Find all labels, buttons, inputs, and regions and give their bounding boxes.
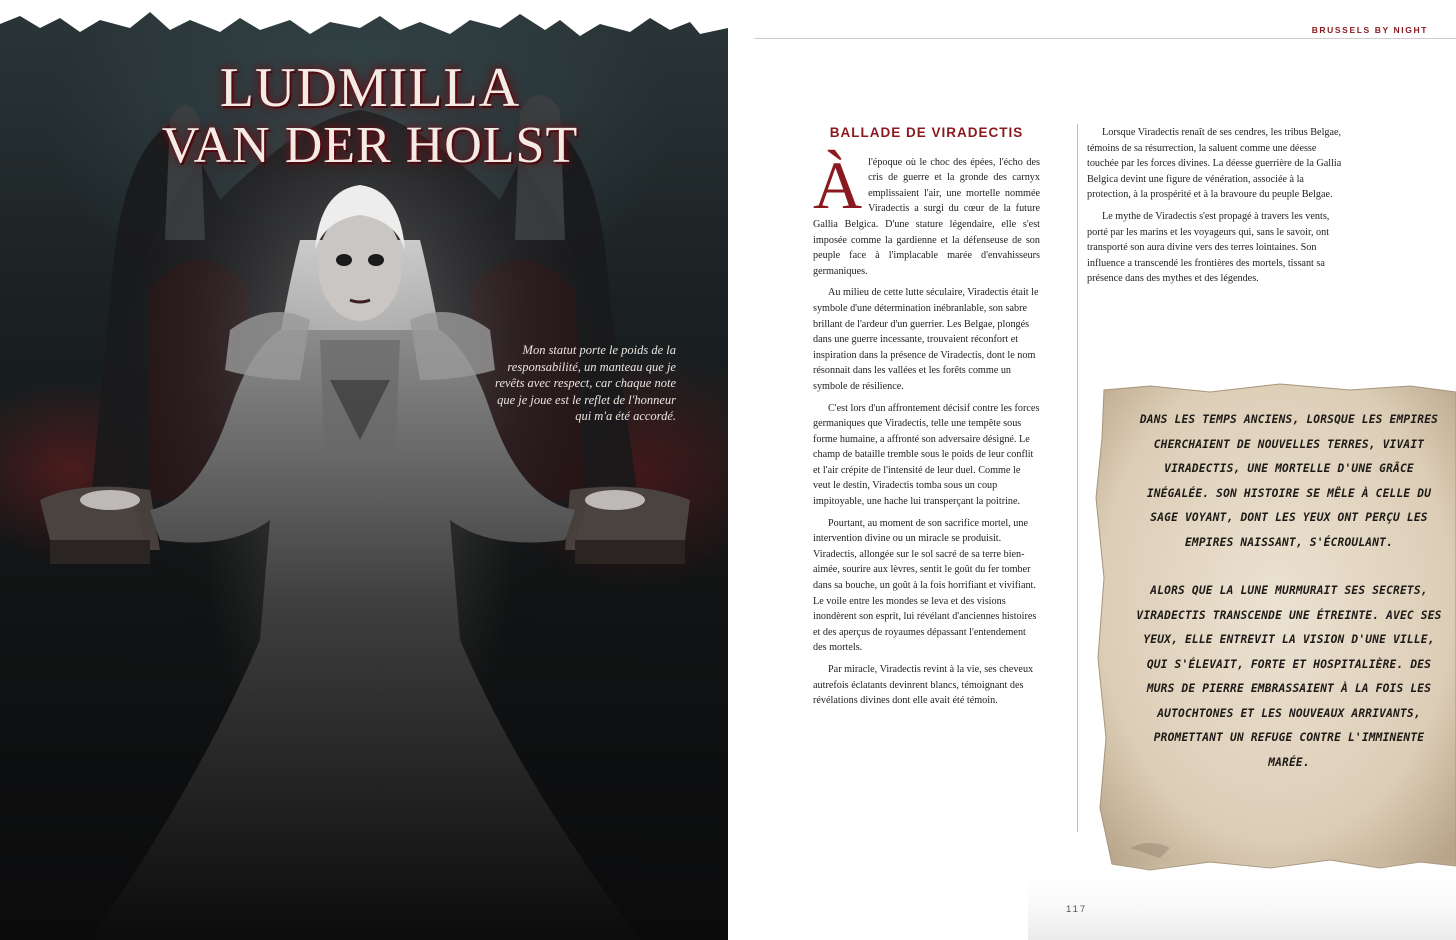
- text-column-right: [1087, 125, 1345, 293]
- torn-paper-edge: [0, 0, 728, 40]
- running-head: BRUSSELS BY NIGHT: [1311, 25, 1428, 35]
- character-quote: Mon statut porte le poids de la responsabilité, un manteau que je revêts avec respect, car chaque note que je joue est le reflet de l'honneur qui m'a été accordé.: [495, 343, 676, 423]
- section-title: BALLADE DE VIRADECTIS: [829, 125, 1024, 140]
- header-rule: [754, 38, 1456, 39]
- parchment-paragraph: DANS LES TEMPS ANCIENS, LORSQUE LES EMPIRES CHERCHAIENT DE NOUVELLES TERRES, VIVAIT VIRADECTIS, UNE MORTELLE D'UNE GRÂCE INÉGALÉE. SON HISTOIRE SE MÊLE À CELLE DU SAGE VOYANT, DONT LES YEUX ONT PERÇU LES EMPIRES NAISSANT, S'ÉCROULANT.: [1139, 413, 1439, 549]
- paragraph: Au milieu de cette lutte séculaire, Viradectis était le symbole d'une détermination inébranlable, son sabre brillant de l'ardeur d'un guerrier. Les Belgae, plongés dans une guerre incessante, trouvaient réconfort et inspiration dans la présence de Viradectis, dont le nom résonnait dans les vallées et les forêts comme un symbole de résilience.: [813, 287, 1039, 392]
- paragraph-text: l'époque où le choc des épées, l'écho des cris de guerre et la gronde des carnyx emplissaient l'air, une mortelle nommée Viradectis a surgi du cœur de la future Gallia Belgica. D'une stature légendaire, elle s'est imposée comme la gardienne et la défenseuse de son peuple face à l'implacable marée d'envahisseurs germaniques.: [813, 156, 1040, 277]
- paragraph: Le mythe de Viradectis s'est propagé à travers les vents, porté par les marins et les voyageurs qui, sans le savoir, ont transporté son aura divine vers des terres lointaines. Son influence a transcendé les frontières des mortels, tissant sa présence dans des mythes et des légendes.: [1087, 210, 1330, 285]
- paragraph: Lorsque Viradectis renaît de ses cendres, les tribus Belgae, témoins de sa résurrection, la saluent comme une déesse touchée par les forces divines. La déesse guerrière de la Gallia Belgica devint une figure de vénération, associée à la protection, à la prospérité et à la bravoure du peuple Belgae.: [1087, 127, 1342, 201]
- parchment-sidebar: [1090, 378, 1456, 878]
- frost-texture: [1028, 860, 1456, 940]
- paragraph: Par miracle, Viradectis revint à la vie, ses cheveux autrefois éclatants devinrent blancs, témoignant des révélations divines dont elle avait été témoin.: [813, 664, 1034, 707]
- throne-illustration: [0, 80, 728, 940]
- paragraph: [813, 146, 1040, 280]
- text-column-left: [813, 125, 1040, 715]
- page-number: 117: [1066, 904, 1088, 915]
- paragraph: Pourtant, au moment de son sacrifice mortel, une intervention divine ou un miracle se produisit. Viradectis, allongée sur le sol sacré de sa terre bien-aimée, sourire aux lèvres, sentit le goût du fer tomber dans sa bouche, un goût à la fois horrifiant et vivifiant. Le voile entre les mondes se leva et des visions inondèrent son esprit, lui révélant d'anciennes histoires et des aperçus de royaumes dépassant l'entendement des mortels.: [813, 517, 1037, 654]
- parchment-paragraph: ALORS QUE LA LUNE MURMURAIT SES SECRETS, VIRADECTIS TRANSCENDE UNE ÉTREINTE. AVEC SES YEUX, ELLE ENTREVIT LA VISION D'UNE VILLE, QUI S'ÉLEVAIT, FORTE ET HOSPITALIÈRE. DES MURS DE PIERRE EMBRASSAIENT À LA FOIS LES AUTOCHTONES ET LES NOUVEAUX ARRIVANTS, PROMETTANT UN REFUGE CONTRE L'IMMINENTE MARÉE.: [1136, 584, 1442, 769]
- parchment-text: [1134, 408, 1444, 799]
- title-line-surname: VAN DER HOLST: [161, 117, 579, 174]
- drop-cap: À: [813, 146, 863, 223]
- right-page: [728, 0, 1456, 940]
- paragraph: C'est lors d'un affrontement décisif contre les forces germaniques que Viradectis, telle une tempête sous forme humaine, a affronté son adversaire désigné. Le champ de bataille tremble sous le poids de leur conflit et l'air crépite de l'intensité de leur duel. Comme le veut le destin, Viradectis tomba sous un coup impitoyable, une hache lui transperçant la poitrine.: [813, 402, 1040, 508]
- character-title: [60, 57, 680, 174]
- title-line-first-name: LUDMILLA: [219, 57, 521, 119]
- column-divider: [1077, 124, 1078, 832]
